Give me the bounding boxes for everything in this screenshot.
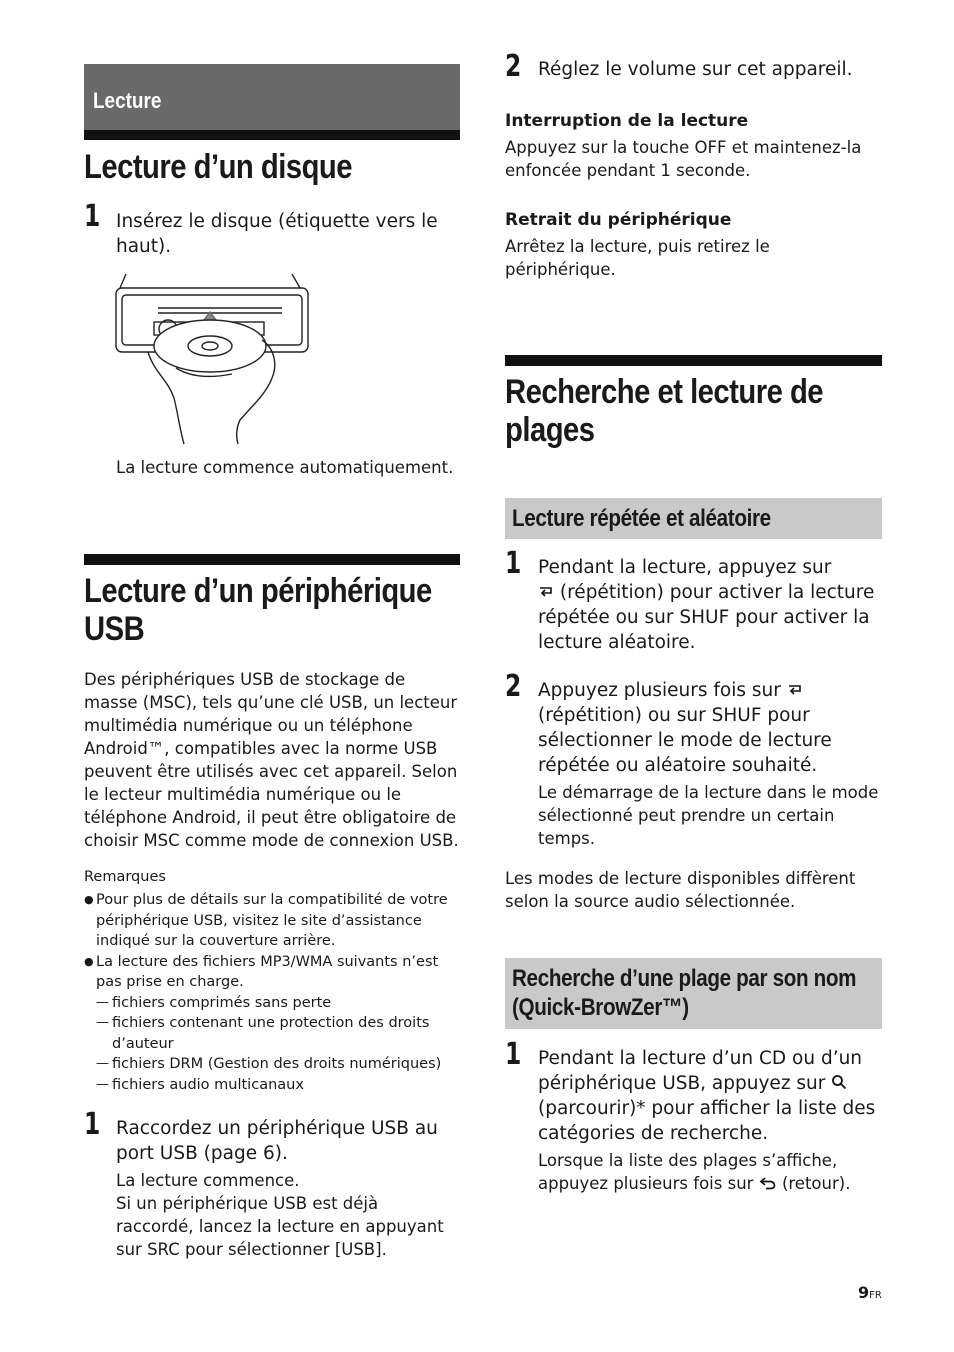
heading-disc: Lecture d’un disque (84, 148, 353, 186)
rep-step1-b: (répétition) pour activer la lecture répétée ou sur SHUF pour activer la lecture aléatoire. (538, 582, 875, 653)
step-number: 1 (84, 1107, 101, 1142)
section-tab (84, 64, 460, 140)
note-item: ● Pour plus de détails sur la compatibilité de votre périphérique USB, visitez le site d’assistance indiqué sur la couverture arrière. (84, 890, 456, 952)
heading-usb-line1: Lecture d’un périphérique (84, 572, 432, 610)
name-step1-detail (538, 1149, 882, 1195)
rep-step1-text (538, 555, 882, 655)
sub-note-item: — fichiers contenant une protection des droits d’auteur (84, 1013, 456, 1054)
step-number: 2 (505, 49, 522, 84)
step-number: 1 (505, 546, 522, 581)
page-number: 9 (858, 1283, 870, 1302)
page-lang: FR (869, 1290, 882, 1301)
subsection-name-line1: Recherche d’une plage par son nom (512, 965, 857, 992)
interrupt-text: Appuyez sur la touche OFF et maintenez-la enfoncée pendant 1 seconde. (505, 138, 862, 180)
sub-note-item: — fichiers DRM (Gestion des droits numériques) (84, 1054, 456, 1075)
remove-title: Retrait du périphérique (505, 210, 732, 230)
disc-insert-illustration (112, 268, 312, 446)
back-icon (759, 1176, 777, 1190)
step-number: 1 (505, 1037, 522, 1072)
name-step1-text (538, 1046, 882, 1146)
notes-title: Remarques (84, 869, 166, 885)
usb-step1-detail2: Si un périphérique USB est déjà raccordé, lancez la lecture en appuyant sur SRC pour sélectionner [USB]. (116, 1194, 444, 1259)
browse-icon (831, 1074, 847, 1090)
subsection-name-search (505, 958, 882, 1029)
interrupt-title: Interruption de la lecture (505, 111, 749, 131)
remove-text: Arrêtez la lecture, puis retirez le périphérique. (505, 237, 770, 279)
disc-step1-text: Insérez le disque (étiquette vers le haut). (116, 211, 438, 257)
usb-step1-text: Raccordez un périphérique USB au port USB (page 6). (116, 1118, 438, 1164)
rep-step2-a: Appuyez plusieurs fois sur (538, 680, 781, 701)
subsection-repeat (505, 498, 882, 539)
name-step1-detail-a: Lorsque la liste des plages s’affiche, appuyez plusieurs fois sur (538, 1151, 838, 1193)
rep-step2-b: (répétition) ou sur SHUF pour sélectionner le mode de lecture répétée ou aléatoire souhaité. (538, 705, 832, 776)
section-tab-label: Lecture (93, 88, 162, 113)
name-step1-b: (parcourir)* pour afficher la liste des catégories de recherche. (538, 1098, 876, 1144)
repeat-icon (787, 683, 803, 697)
repeat-icon (538, 585, 554, 599)
rep-step2-text (538, 678, 882, 778)
page-footer (858, 1283, 882, 1302)
modes-text: Les modes de lecture disponibles diffèrent selon la source audio sélectionnée. (505, 869, 856, 911)
heading-search-line2: plages (505, 411, 595, 449)
rep-step1-a: Pendant la lecture, appuyez sur (538, 557, 832, 578)
divider-bar (505, 355, 882, 366)
heading-usb-line2: USB (84, 610, 145, 648)
heading-search-line1: Recherche et lecture de (505, 373, 824, 411)
subsection-name-line2: (Quick-BrowZer™) (512, 994, 689, 1021)
name-step1-a: Pendant la lecture d’un CD ou d’un périphérique USB, appuyez sur (538, 1048, 863, 1094)
name-step1-detail-b: (retour). (781, 1174, 851, 1193)
sub-note-item: — fichiers comprimés sans perte (84, 993, 456, 1014)
sub-note-item: — fichiers audio multicanaux (84, 1075, 456, 1096)
step2-text: Réglez le volume sur cet appareil. (538, 59, 853, 80)
rep-step2-detail: Le démarrage de la lecture dans le mode sélectionné peut prendre un certain temps. (538, 783, 879, 848)
notes-list (84, 890, 456, 1095)
note-item: ● La lecture des fichiers MP3/WMA suivants n’est pas prise en charge. (84, 952, 456, 993)
subsection-repeat-title: Lecture répétée et aléatoire (512, 505, 771, 532)
usb-step1-detail1: La lecture commence. (116, 1171, 300, 1190)
step-number: 1 (84, 199, 101, 234)
disc-caption: La lecture commence automatiquement. (116, 458, 454, 477)
divider-bar (84, 554, 460, 565)
usb-intro: Des périphériques USB de stockage de masse (MSC), tels qu’une clé USB, un lecteur multimédia numérique ou un téléphone Android™, compatibles avec la norme USB peuvent être utilisés avec cet appareil. Selon le lecteur multimédia numérique ou le téléphone Android, il peut être obligatoire de choisir MSC comme mode de connexion USB. (84, 670, 459, 850)
step-number: 2 (505, 669, 522, 704)
